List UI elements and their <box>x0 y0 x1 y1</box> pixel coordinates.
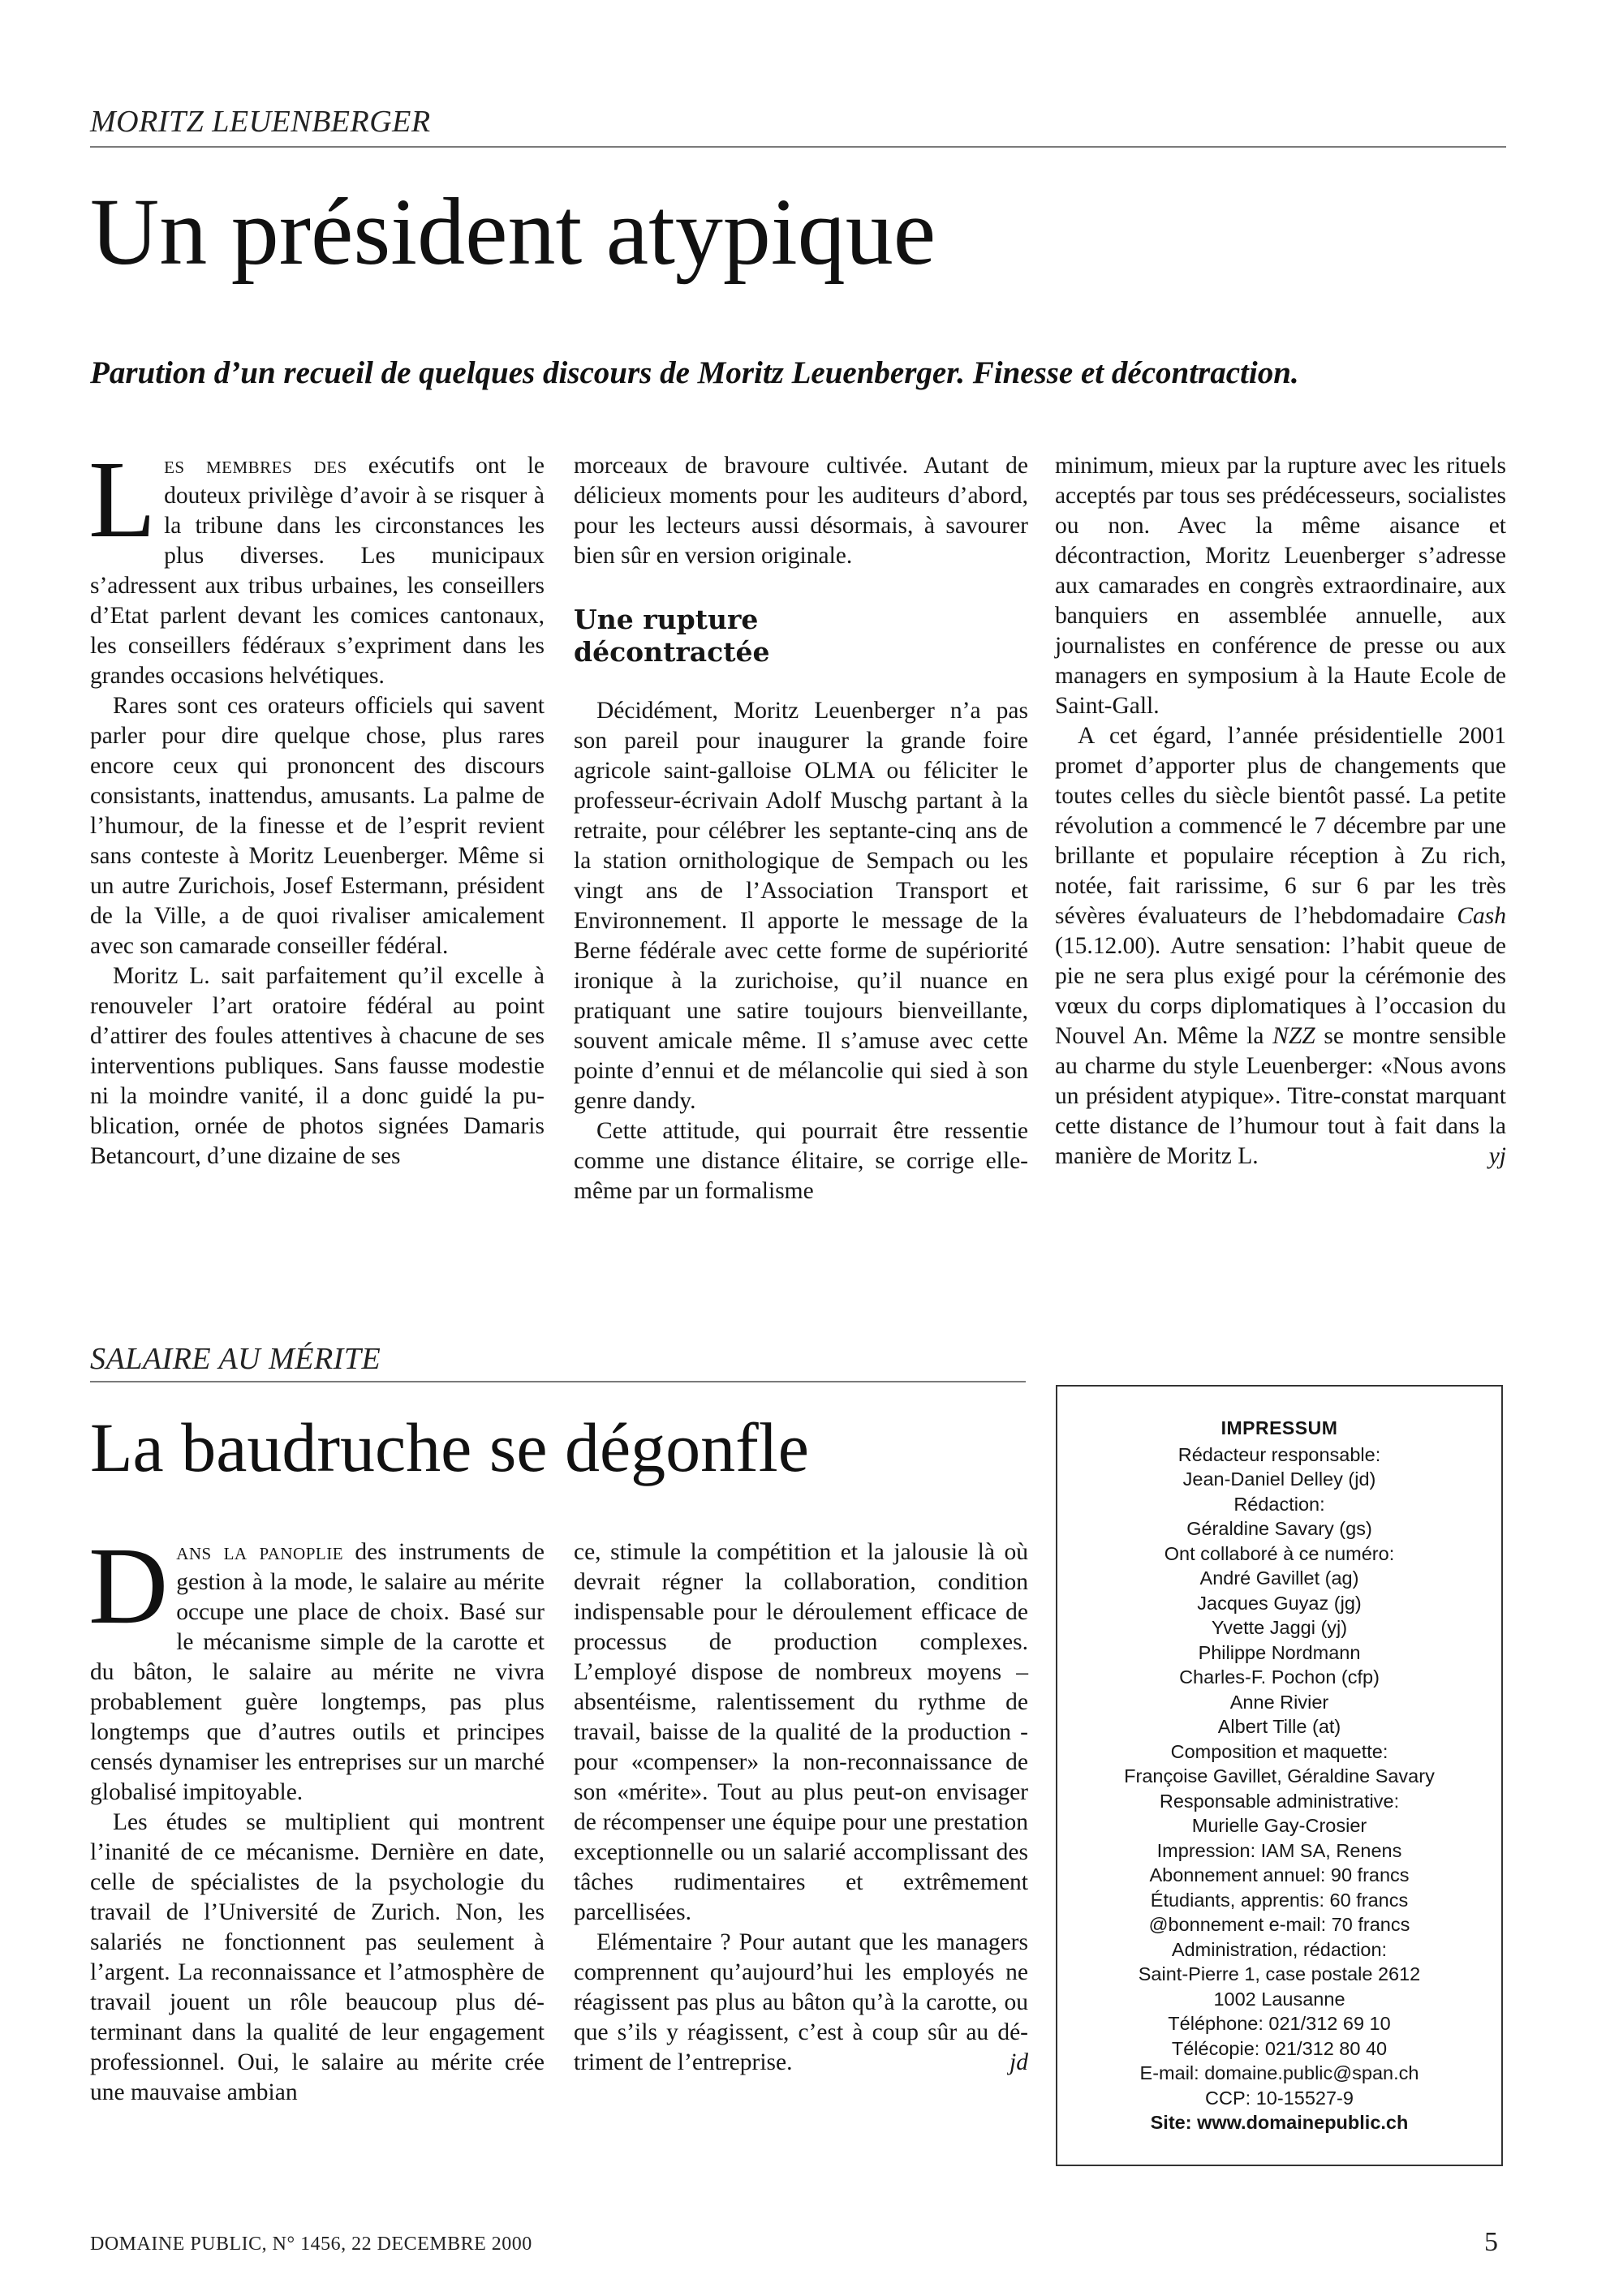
article1-column-2 <box>574 451 1028 1206</box>
article2-column-1 <box>88 1525 545 2108</box>
article2-paragraph: Les études se multiplient qui montrent l’inanité de ce mécanisme. Dernière en date, celle de spécialistes de la psychologie du travail de l’Université de Zurich. Non, les salariés ne fonctionnent pas seulement à l’argent. La reconnaissance et l’atmosphère de travail jouent un rôle beaucoup plus déterminant dans la qualité de leur engagement professionnel. Oui, le salaire au mérite crée une mauvaise ambian <box>90 1809 545 2105</box>
impressum-line: Yvette Jaggi (yj) <box>1211 1617 1348 1638</box>
impressum-line: CCP: 10-15527-9 <box>1205 2087 1354 2109</box>
article1-paragraph: Décidément, Moritz Leuenberger n’a pas son pareil pour inaugurer la grande foire agricole saint-galloise OLMA ou féliciter le professeur-écrivain Adolf Muschg partant à la retraite, pour célébrer les septante-cinq ans de la station ornithologique de Sempach ou les vingt ans de l’Association Transport et Environnement. Il apporte le message de la Berne fédérale avec cette forme de supériorité ironique à la zurichoise, qu’il nuance en pratiquant une satire toujours bienveillante, souvent amicale même. Il s’amuse avec cette pointe d’ennui et de mélancolie qui sied à son genre dandy. <box>574 698 1028 1114</box>
article2-paragraph: ce, stimule la compétition et la jalousie là où devrait régner la collaboration, condition indispensable pour le déroulement efficace de processus de production complexes. L’employé dispose de nombreux moyens – absentéisme, ralentissement du rythme de travail, baisse de la qualité de la production - pour «compenser» la non-reconnaissance de son «mérite». Tout au plus peut-on envisager de récompenser une équipe pour une prestation exceptionnelle ou un salarié accomplissant des tâches rudimentaires et extrêmement parcellisées. <box>574 1539 1028 1925</box>
impressum-line: Composition et maquette: <box>1170 1740 1388 1762</box>
impressum-line: Ont collaboré à ce numéro: <box>1164 1542 1395 1564</box>
impressum-line: Télécopie: 021/312 80 40 <box>1171 2037 1388 2059</box>
article2-lead-smallcaps: ans la panoplie <box>176 1539 344 1565</box>
article2-kicker: SALAIRE AU MÉRITE <box>90 1342 381 1376</box>
article2-paragraph: Elémentaire ? Pour autant que les managers comprennent qu’aujourd’hui les employés ne réagissent pas plus au bâton qu’à la carotte, ou que s’ils y réagissent, c’est à coup sûr au détriment de l’entreprise. jd <box>574 1928 1028 2078</box>
impressum-line: Abonnement annuel: 90 francs <box>1149 1864 1410 1885</box>
impressum-line: Géraldine Savary (gs) <box>1186 1518 1372 1539</box>
impressum-title: IMPRESSUM <box>1220 1417 1338 1438</box>
article1-paragraph: morceaux de bravoure cultivée. Autant de délicieux moments pour les auditeurs d’abord, pour les lecteurs aussi désormais, à savourer bien sûr en version originale. <box>574 453 1028 569</box>
impressum-line: Téléphone: 021/312 69 10 <box>1168 2013 1391 2034</box>
impressum-line: Rédacteur responsable: <box>1177 1443 1381 1465</box>
italic-cash: Cash <box>1457 903 1506 929</box>
article1-subhead: Une rupture décontractée <box>574 604 770 668</box>
impressum-line: Impression: IAM SA, Renens <box>1156 1839 1402 1861</box>
article2-paragraph <box>88 1525 545 1808</box>
article1-signature: yj <box>1488 1143 1506 1169</box>
impressum-line: Philippe Nordmann <box>1198 1641 1361 1663</box>
article1-headline: Un président atypique <box>90 178 936 285</box>
impressum-line: Françoise Gavillet, Géraldine Savary <box>1124 1765 1435 1786</box>
article1-paragraph: minimum, mieux par la rupture avec les rituels acceptés par tous ses prédécesseurs, socialistes ou non. Avec la même aisance et décontraction, Moritz Leuenberger s’adresse aux camarades en congrès extraordinaire, aux banquiers en assemblée annuelle, aux journalistes en conférence de presse ou aux managers en symposium à la Haute Ecole de Saint-Gall. <box>1055 453 1506 719</box>
article1-lede: Parution d’un recueil de quelques discours de Moritz Leuenberger. Finesse et décontraction. <box>90 355 1299 390</box>
article2-column-2 <box>574 1537 1028 2078</box>
article2-headline: La baudruche se dégonfle <box>90 1408 809 1486</box>
impressum-line: Jacques Guyaz (jg) <box>1197 1592 1362 1614</box>
article1-column-1 <box>88 439 545 1172</box>
article1-paragraph: A cet égard, l’année présidentielle 2001 promet d’apporter plus de changements que toutes celles du siècle bientôt passé. La petite révolution a commencé le 7 décembre par une brillante et populaire réception à Zu rich, notée, fait rarissime, 6 sur 6 par les très sévères évaluateurs de l’hebdomadaire Cash (15.12.00). Autre sensation: l’habit queue de pie ne sera plus exigé pour la cérémonie des vœux du corps diplomatiques à l’occasion du Nouvel An. Même la NZZ se montre sensible au charme du style Leuenberger: «Nous avons un président atypique». Titre-constat marquant cette distance de l’humour tout à fait dans la manière de Moritz L. yj <box>1055 721 1506 1172</box>
impressum-line: Charles-F. Pochon (cfp) <box>1179 1666 1380 1688</box>
footer-publication: DOMAINE PUBLIC, N° 1456, 22 DECEMBRE 2000 <box>90 2234 532 2255</box>
article1-paragraph: Rares sont ces orateurs officiels qui savent parler pour dire quelque chose, plus rares encore ceux qui prononcent des discours consistants, inattendus, amusants. La palme de l’humour, de la finesse et de l’esprit revient sans conteste à Moritz Leuenberger. Même si un autre Zurichois, Josef Estermann, président de la Ville, a de quoi rivaliser amicalement avec son camarade conseiller fédéral. <box>90 693 545 959</box>
impressum-box <box>1056 1385 1503 2166</box>
impressum-line: Murielle Gay-Crosier <box>1191 1815 1367 1836</box>
impressum-line: Étudiants, apprentis: 60 francs <box>1150 1889 1409 1911</box>
impressum-line: @bonnement e-mail: 70 francs <box>1148 1914 1410 1935</box>
impressum-line: Administration, rédaction: <box>1171 1938 1388 1960</box>
impressum-line: Albert Tille (at) <box>1217 1716 1341 1737</box>
article1-column-3 <box>1055 451 1506 1172</box>
impressum-line: André Gavillet (ag) <box>1199 1567 1359 1589</box>
impressum-line: Anne Rivier <box>1229 1691 1329 1713</box>
impressum-line: Rédaction: <box>1233 1493 1325 1515</box>
italic-nzz: NZZ <box>1272 1023 1315 1049</box>
impressum-line: Responsable administrative: <box>1159 1790 1400 1812</box>
article1-paragraph: Moritz L. sait parfaitement qu’il excelle à renouveler l’art oratoire fédéral au point d’attirer des foules attentives à chacune de ses interventions publiques. Sans fausse modestie ni la moindre vanité, il a donc guidé la publication, ornée de photos signées Damaris Betancourt, d’une dizaine de ses <box>90 963 545 1169</box>
article2-dropcap: D <box>88 1525 169 1647</box>
article1-col1-text: exécutifs ont le douteux privilège d’avoir à se risquer à la tribune dans les circonstances les plus diverses. Les municipaux s’adressent aux tribus urbaines, les conseillers d’Etat parlent devant les comices cantonaux, les conseillers fédéraux s’expriment dans les grandes occasions helvétiques. <box>90 453 545 689</box>
article1-dropcap: L <box>88 439 157 561</box>
article1-lead-smallcaps: es membres des <box>164 453 347 479</box>
article2-signature: jd <box>1010 2049 1028 2075</box>
article1-paragraph <box>88 439 545 691</box>
article1-kicker: MORITZ LEUENBERGER <box>90 105 431 139</box>
impressum-line: E-mail: domaine.public@span.ch <box>1139 2062 1419 2083</box>
article1-kicker-rule <box>90 146 1506 148</box>
article2-kicker-rule <box>90 1381 1026 1382</box>
impressum-line: Saint-Pierre 1, case postale 2612 <box>1138 1963 1421 1984</box>
article2-col1-text: des instruments de gestion à la mode, le salaire au mérite occupe une place de choix. Basé sur le mécanisme simple de la carotte et du bâton, le salaire au mérite ne vivra probablement guère longtemps, pas plus longtemps que d’autres outils et principes censés dynamiser les entreprises sur un marché globalisé impitoyable. <box>90 1539 545 1805</box>
impressum-site-line: Site: www.domainepublic.ch <box>1150 2112 1409 2133</box>
article1-paragraph: Cette attitude, qui pourrait être ressentie comme une distance élitaire, se corrige elle-même par un formalisme <box>574 1118 1028 1204</box>
impressum-line: 1002 Lausanne <box>1213 1988 1345 2010</box>
impressum-line: Jean-Daniel Delley (jd) <box>1182 1468 1376 1490</box>
page-number: 5 <box>1484 2227 1498 2257</box>
